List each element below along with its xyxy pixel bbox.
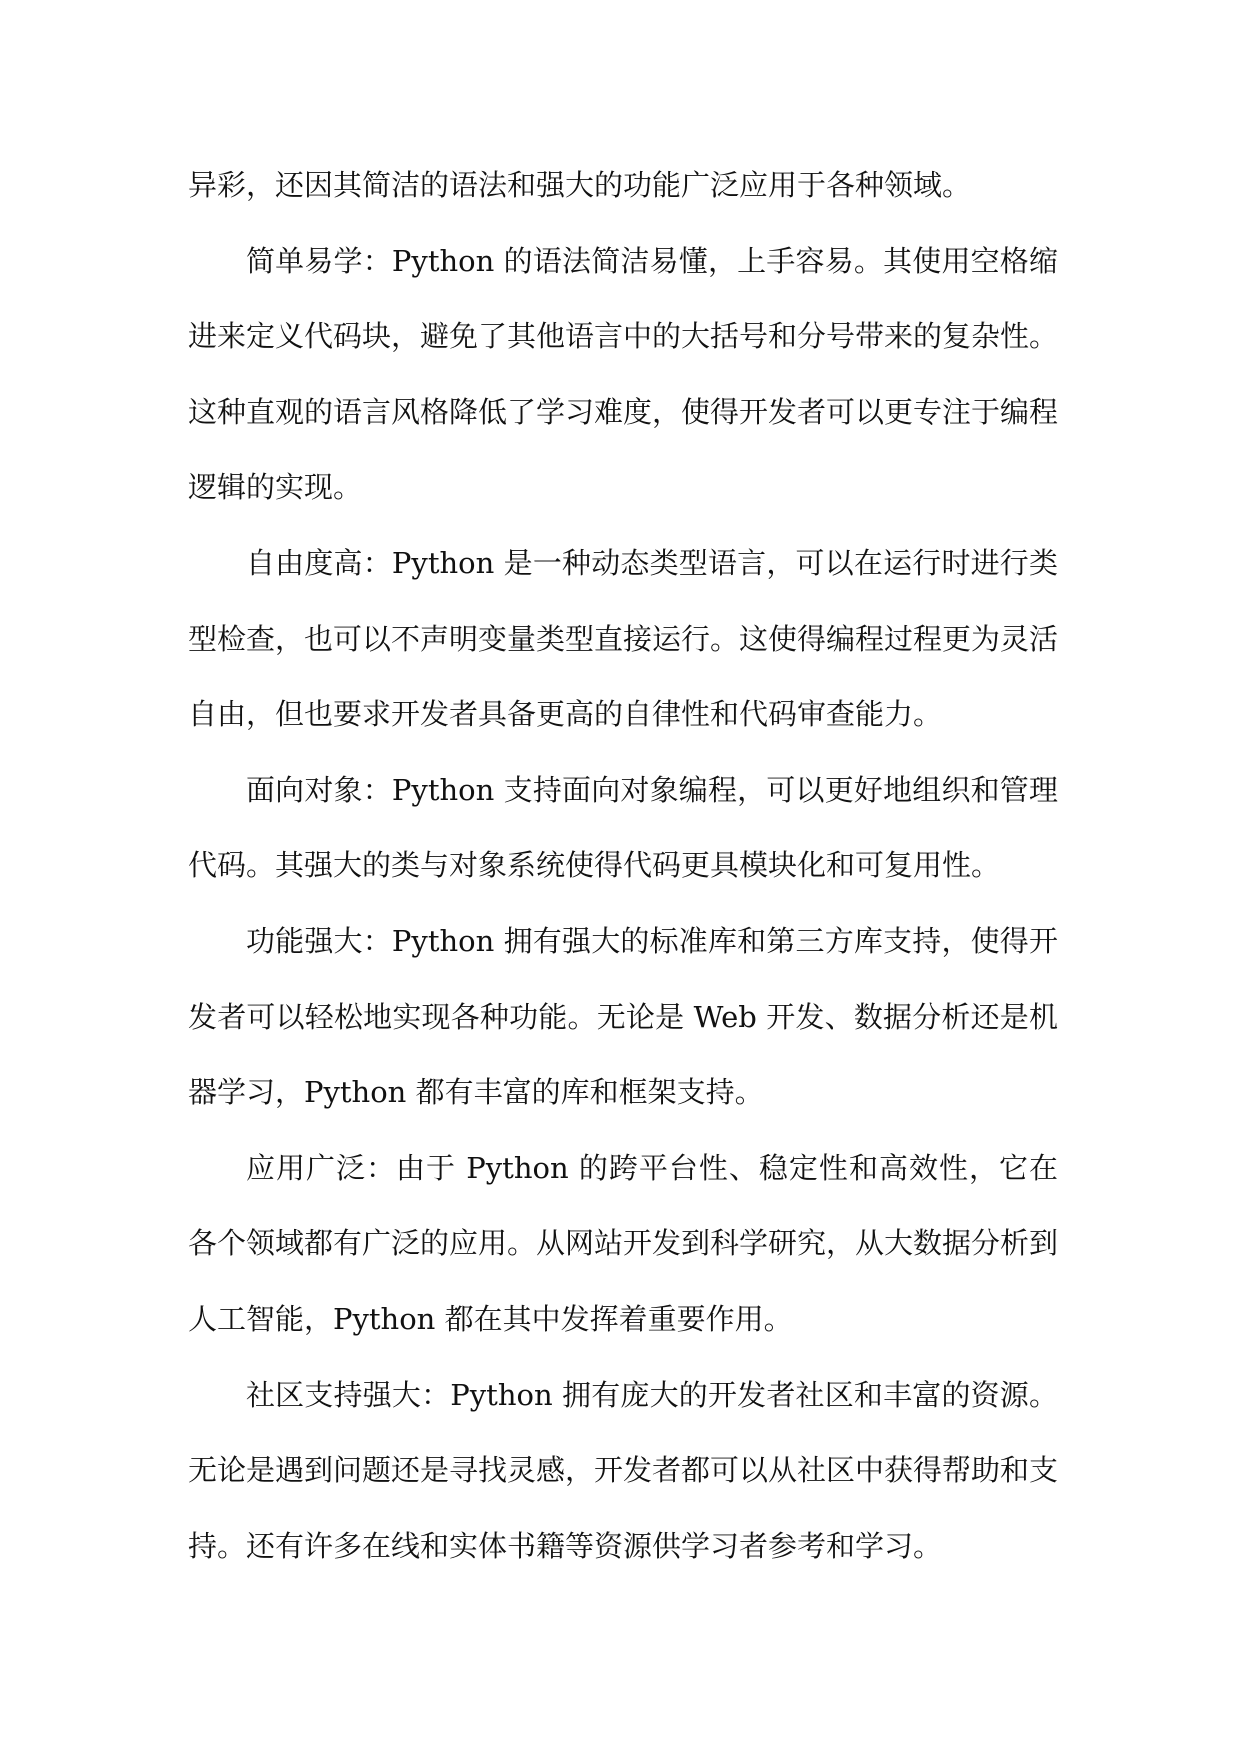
paragraph-easy-to-learn: 简单易学：Python 的语法简洁易懂，上手容易。其使用空格缩进来定义代码块，避免了其他语言中的大括号和分号带来的复杂性。这种直观的语言风格降低了学习难度，使得开发者可以更专注于编程逻辑的实现。	[188, 243, 1059, 505]
paragraph-community: 社区支持强大：Python 拥有庞大的开发者社区和丰富的资源。无论是遇到问题还是寻找灵感，开发者都可以从社区中获得帮助和支持。还有许多在线和实体书籍等资源供学习者参考和学习。	[188, 1377, 1059, 1563]
paragraph-object-oriented: 面向对象：Python 支持面向对象编程，可以更好地组织和管理代码。其强大的类与对象系统使得代码更具模块化和可复用性。	[188, 772, 1058, 883]
document-body	[188, 148, 1058, 1584]
paragraph-powerful: 功能强大：Python 拥有强大的标准库和第三方库支持，使得开发者可以轻松地实现各种功能。无论是 Web 开发、数据分析还是机器学习，Python 都有丰富的库和框架支持。	[188, 923, 1058, 1110]
paragraph-flexibility: 自由度高：Python 是一种动态类型语言，可以在运行时进行类型检查，也可以不声明变量类型直接运行。这使得编程过程更为灵活自由，但也要求开发者具备更高的自律性和代码审查能力。	[188, 545, 1059, 732]
paragraph-widely-used: 应用广泛：由于 Python 的跨平台性、稳定性和高效性，它在各个领域都有广泛的应用。从网站开发到科学研究，从大数据分析到人工智能，Python 都在其中发挥着重要作用。	[188, 1150, 1059, 1336]
continuation-paragraph: 异彩，还因其简洁的语法和强大的功能广泛应用于各种领域。	[188, 168, 972, 202]
